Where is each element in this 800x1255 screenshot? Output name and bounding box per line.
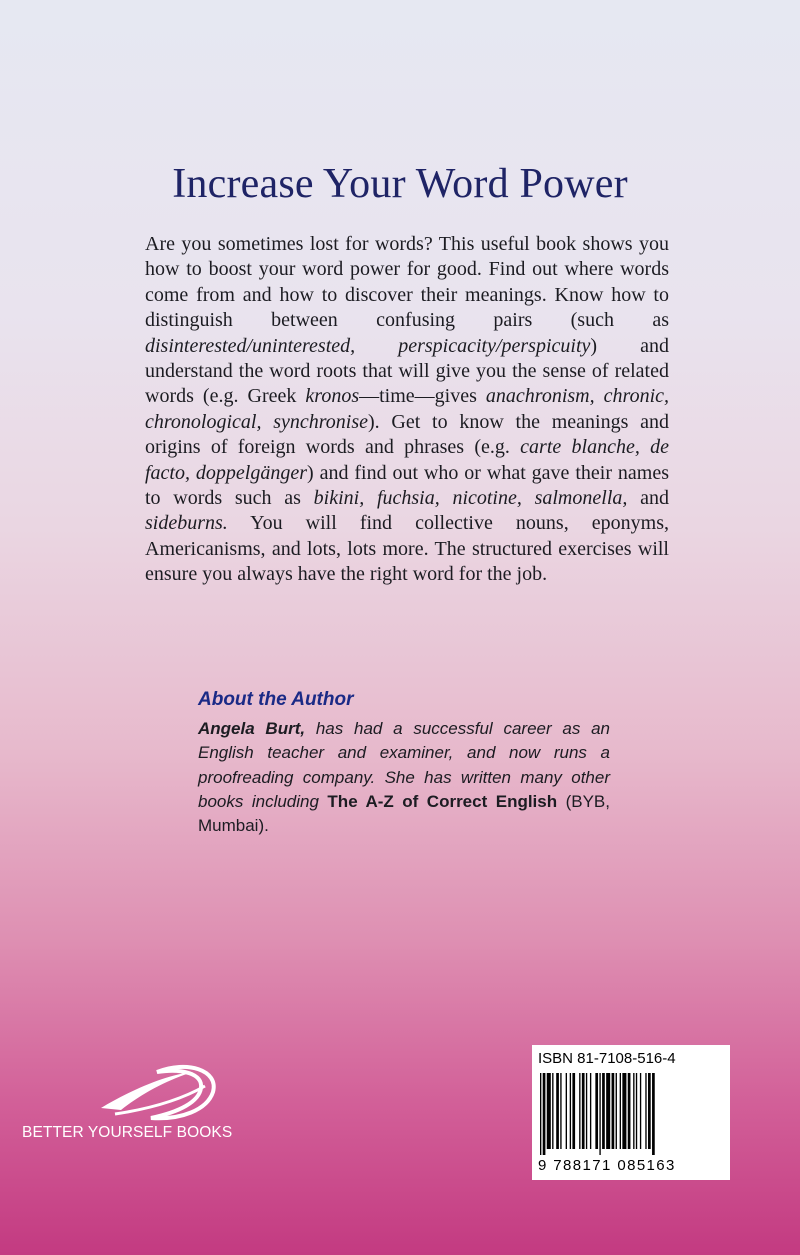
barcode-bar: [552, 1073, 553, 1149]
barcode-bar: [628, 1073, 631, 1149]
barcode-bar: [566, 1073, 567, 1149]
blurb-italic-term: disinterested/uninterested, perspicacity/perspicuity: [145, 334, 591, 357]
barcode-bar: [560, 1073, 561, 1149]
other-book-title: The A-Z of Correct English: [327, 791, 558, 811]
author-bio-publisher: (BYB, Mumbai).: [198, 791, 610, 836]
about-author-heading: About the Author: [198, 689, 354, 710]
blurb-italic-term: anachronism, chronic, chronological, synchronise: [145, 385, 670, 433]
author-name: Angela Burt,: [198, 719, 306, 738]
isbn-label: ISBN 81-7108-516-4: [538, 1050, 676, 1067]
barcode-bar: [622, 1073, 626, 1149]
blurb-italic-term: bikini, fuchsia, nicotine, salmonella,: [313, 487, 628, 510]
barcode-bar: [570, 1073, 571, 1149]
barcode-bar: [540, 1073, 541, 1155]
swoosh-logo-icon: [97, 1062, 222, 1122]
barcode-bar: [620, 1073, 621, 1149]
blurb-text: ) and understand the word roots that will give you the sense of related words (e.g. Greek: [145, 334, 669, 408]
barcode-bar: [648, 1073, 651, 1149]
blurb-italic-term: kronos: [305, 385, 360, 408]
barcode-bar: [595, 1073, 598, 1149]
book-title: Increase Your Word Power: [172, 161, 628, 207]
author-bio: [198, 717, 610, 838]
publisher-name: BETTER YOURSELF BOOKS: [22, 1124, 233, 1141]
barcode-bar: [579, 1073, 580, 1149]
barcode-bar: [645, 1073, 646, 1149]
barcode-bar: [547, 1073, 551, 1149]
barcode-bar: [616, 1073, 617, 1149]
blurb-text: and: [627, 487, 669, 510]
book-blurb: [145, 232, 669, 588]
barcode-number: 9 788171 085163: [538, 1157, 676, 1174]
barcode-bar: [599, 1073, 600, 1155]
author-bio-text: has had a successful career as an English teacher and examiner, and now runs a proofreading company. She has written many other books including: [198, 719, 611, 811]
blurb-text: You will find collective nouns, eponyms, Americanisms, and lots, lots more. The structured exercises will ensure you always have the right word for the job.: [145, 512, 669, 586]
barcode-bar: [606, 1073, 610, 1149]
blurb-italic-term: sideburns.: [145, 512, 228, 535]
isbn-barcode: [532, 1045, 730, 1180]
barcode-bar: [586, 1073, 587, 1149]
blurb-text: Are you sometimes lost for words? This useful book shows you how to boost your word power for good. Find out where words come from and how to discover their meanings. Know how to distinguish between confusing pairs (such as: [145, 233, 669, 332]
blurb-text: ). Get to know the meanings and origins of foreign words and phrases (e.g.: [145, 410, 670, 459]
barcode-bar: [602, 1073, 605, 1149]
barcode-bar: [590, 1073, 591, 1149]
blurb-text: —time—gives: [359, 385, 486, 408]
barcode-bar: [612, 1073, 615, 1149]
barcode-bar: [582, 1073, 585, 1149]
blurb-italic-term: carte blanche, de facto, doppelgänger: [145, 436, 669, 484]
barcode-bar: [633, 1073, 634, 1149]
blurb-text: ) and find out who or what gave their names to words such as: [145, 461, 669, 510]
barcode-bar: [556, 1073, 559, 1149]
barcode-bars: [538, 1073, 724, 1155]
barcode-bar: [543, 1073, 546, 1155]
publisher-logo: [22, 1062, 232, 1152]
barcode-bar: [572, 1073, 575, 1149]
barcode-bar: [652, 1073, 655, 1155]
barcode-bar: [640, 1073, 641, 1149]
barcode-bar: [636, 1073, 637, 1149]
